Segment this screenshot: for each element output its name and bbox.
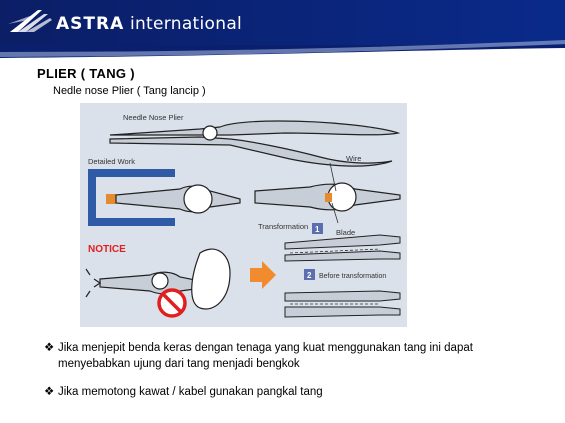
badge-1-text: 1: [315, 225, 320, 234]
brand-name-bold: ASTRA: [56, 14, 125, 34]
header-banner: [0, 0, 565, 58]
badge-2-text: 2: [307, 271, 312, 280]
bullet-marker-icon: ❖: [44, 386, 55, 398]
astra-logo-icon: [8, 6, 54, 36]
pliers-illustration-svg: [80, 103, 407, 327]
bullet-marker-icon: ❖: [44, 342, 55, 354]
detailed-work-drawing: [88, 169, 240, 226]
label-blade: Blade: [336, 228, 356, 237]
notice-drawing: [86, 249, 230, 316]
arrow-right-icon: [250, 261, 276, 289]
before-transformation-drawing: [285, 291, 400, 317]
brand-name: [56, 14, 242, 34]
label-wire: Wire: [346, 154, 362, 163]
label-transformation: Transformation: [258, 222, 309, 231]
label-needle-nose-plier: Needle Nose Plier: [123, 113, 184, 122]
pliers-illustration: [80, 103, 407, 327]
label-detailed-work: Detailed Work: [88, 157, 135, 166]
bullet-item-2-text: Jika memotong kawat / kabel gunakan pangkal tang: [58, 386, 323, 398]
label-before-transformation: Before transformation: [319, 273, 387, 280]
slide-title: PLIER ( TANG ): [37, 66, 135, 81]
label-notice: NOTICE: [88, 244, 126, 255]
slide-subtitle: Nedle nose Plier ( Tang lancip ): [53, 85, 206, 97]
brand-name-light: international: [124, 14, 243, 34]
bullet-item-1-text: Jika menjepit benda keras dengan tenaga yang kuat menggunakan tang ini dapat menyebabkan ujung dari tang menjadi bengkok: [58, 342, 473, 370]
transformed-tip-drawing: [285, 235, 400, 261]
wire-cutting-drawing: [255, 163, 400, 223]
